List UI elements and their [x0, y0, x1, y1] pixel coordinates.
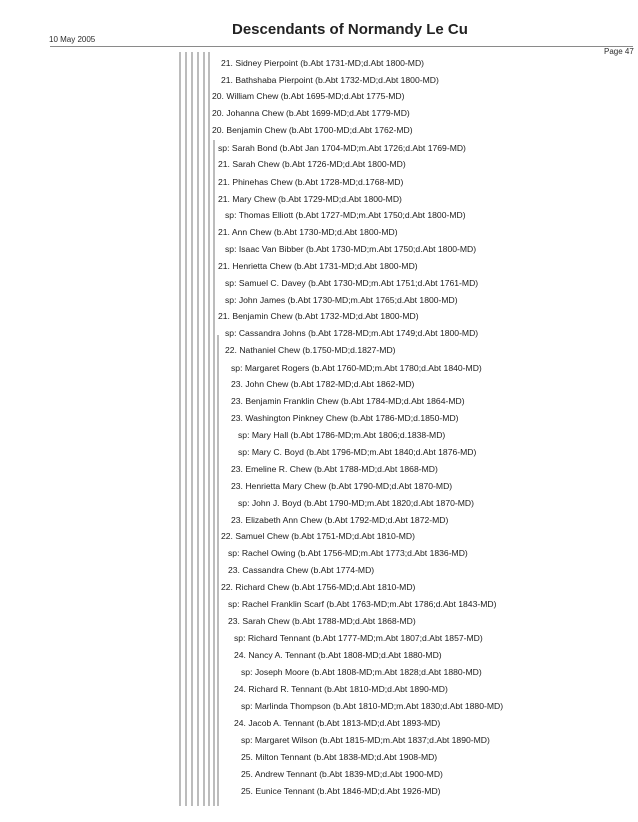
list-item: 22. Samuel Chew (b.Abt 1751-MD;d.Abt 1810-MD): [221, 531, 415, 541]
list-item: 21. Phinehas Chew (b.Abt 1728-MD;d.1768-MD): [218, 177, 404, 187]
list-item: sp: Mary C. Boyd (b.Abt 1796-MD;m.Abt 1840;d.Abt 1876-MD): [238, 447, 477, 457]
report-date: 10 May 2005: [49, 35, 96, 44]
list-item: 23. Emeline R. Chew (b.Abt 1788-MD;d.Abt 1868-MD): [231, 464, 438, 474]
list-item: 23. Sarah Chew (b.Abt 1788-MD;d.Abt 1868-MD): [228, 616, 416, 626]
list-item: 21. Ann Chew (b.Abt 1730-MD;d.Abt 1800-MD): [218, 227, 398, 237]
list-item: 23. Elizabeth Ann Chew (b.Abt 1792-MD;d.Abt 1872-MD): [231, 515, 449, 525]
list-item: 20. Benjamin Chew (b.Abt 1700-MD;d.Abt 1762-MD): [212, 125, 413, 135]
list-item: 21. Mary Chew (b.Abt 1729-MD;d.Abt 1800-MD): [218, 194, 402, 204]
list-item: sp: Joseph Moore (b.Abt 1808-MD;m.Abt 1828;d.Abt 1880-MD): [241, 667, 482, 677]
list-item: 20. Johanna Chew (b.Abt 1699-MD;d.Abt 1779-MD): [212, 108, 410, 118]
list-item: sp: Mary Hall (b.Abt 1786-MD;m.Abt 1806;d.1838-MD): [238, 430, 446, 440]
list-item: sp: John James (b.Abt 1730-MD;m.Abt 1765;d.Abt 1800-MD): [225, 295, 458, 305]
list-item: 21. Sarah Chew (b.Abt 1726-MD;d.Abt 1800-MD): [218, 159, 406, 169]
list-item: 23. Benjamin Franklin Chew (b.Abt 1784-MD;d.Abt 1864-MD): [231, 396, 465, 406]
list-item: 25. Milton Tennant (b.Abt 1838-MD;d.Abt 1908-MD): [241, 752, 438, 762]
header-rule: [50, 46, 633, 47]
list-item: 21. Henrietta Chew (b.Abt 1731-MD;d.Abt 1800-MD): [218, 261, 418, 271]
list-item: sp: Rachel Owing (b.Abt 1756-MD;m.Abt 1773;d.Abt 1836-MD): [228, 548, 468, 558]
list-item: sp: Samuel C. Davey (b.Abt 1730-MD;m.Abt 1751;d.Abt 1761-MD): [225, 278, 479, 288]
list-item: 24. Nancy A. Tennant (b.Abt 1808-MD;d.Abt 1880-MD): [234, 650, 442, 660]
list-item: sp: Margaret Wilson (b.Abt 1815-MD;m.Abt 1837;d.Abt 1890-MD): [241, 735, 490, 745]
list-item: 22. Nathaniel Chew (b.1750-MD;d.1827-MD): [225, 345, 396, 355]
page-title: Descendants of Normandy Le Cu: [232, 21, 468, 38]
list-item: 23. Cassandra Chew (b.Abt 1774-MD): [228, 565, 375, 575]
list-item: sp: Marlinda Thompson (b.Abt 1810-MD;m.Abt 1830;d.Abt 1880-MD): [241, 701, 504, 711]
list-item: sp: Thomas Elliott (b.Abt 1727-MD;m.Abt 1750;d.Abt 1800-MD): [225, 210, 466, 220]
list-item: 25. Eunice Tennant (b.Abt 1846-MD;d.Abt 1926-MD): [241, 786, 441, 796]
list-item: sp: Margaret Rogers (b.Abt 1760-MD;m.Abt 1780;d.Abt 1840-MD): [231, 363, 482, 373]
list-item: sp: Sarah Bond (b.Abt Jan 1704-MD;m.Abt 1726;d.Abt 1769-MD): [218, 143, 466, 153]
list-item: 21. Sidney Pierpoint (b.Abt 1731-MD;d.Abt 1800-MD): [221, 58, 425, 68]
page-number: Page 47: [604, 47, 634, 56]
list-item: 20. William Chew (b.Abt 1695-MD;d.Abt 1775-MD): [212, 91, 405, 101]
list-item: sp: John J. Boyd (b.Abt 1790-MD;m.Abt 1820;d.Abt 1870-MD): [238, 498, 474, 508]
list-item: 21. Benjamin Chew (b.Abt 1732-MD;d.Abt 1800-MD): [218, 311, 419, 321]
list-item: 24. Jacob A. Tennant (b.Abt 1813-MD;d.Abt 1893-MD): [234, 718, 441, 728]
list-item: 24. Richard R. Tennant (b.Abt 1810-MD;d.Abt 1890-MD): [234, 684, 448, 694]
list-item: sp: Richard Tennant (b.Abt 1777-MD;m.Abt 1807;d.Abt 1857-MD): [234, 633, 483, 643]
list-item: sp: Isaac Van Bibber (b.Abt 1730-MD;m.Abt 1750;d.Abt 1800-MD): [225, 244, 477, 254]
list-item: 23. John Chew (b.Abt 1782-MD;d.Abt 1862-MD): [231, 379, 415, 389]
list-item: 21. Bathshaba Pierpoint (b.Abt 1732-MD;d.Abt 1800-MD): [221, 75, 439, 85]
list-item: 23. Washington Pinkney Chew (b.Abt 1786-MD;d.1850-MD): [231, 413, 459, 423]
list-item: 25. Andrew Tennant (b.Abt 1839-MD;d.Abt 1900-MD): [241, 769, 443, 779]
list-item: 22. Richard Chew (b.Abt 1756-MD;d.Abt 1810-MD): [221, 582, 416, 592]
list-item: 23. Henrietta Mary Chew (b.Abt 1790-MD;d.Abt 1870-MD): [231, 481, 453, 491]
list-item: sp: Rachel Franklin Scarf (b.Abt 1763-MD;m.Abt 1786;d.Abt 1843-MD): [228, 599, 497, 609]
list-item: sp: Cassandra Johns (b.Abt 1728-MD;m.Abt 1749;d.Abt 1800-MD): [225, 328, 479, 338]
